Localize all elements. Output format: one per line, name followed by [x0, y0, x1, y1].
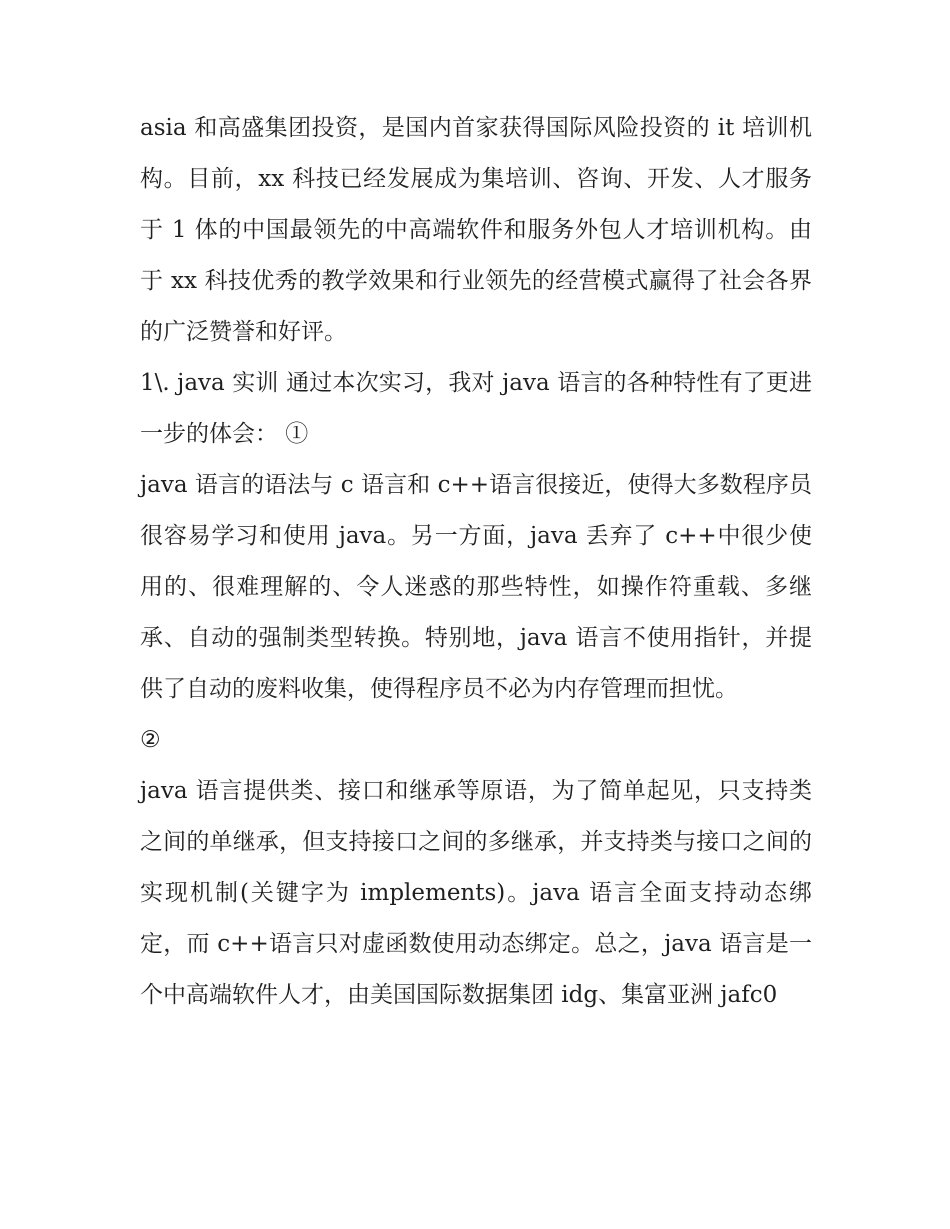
- paragraph-java-syntax: java 语言的语法与 c 语言和 c++语言很接近，使得大多数程序员很容易学习和使用 java。另一方面，java 丢弃了 c++中很少使用的、很难理解的、令人迷惑的那些特性，如操作符重载、多继承、自动的强制类型转换。特别地，java 语言不使用指针，并提供了自动的废料收集，使得程序员不必为内存管理而担忧。: [140, 472, 812, 702]
- paragraph-marker-2: ②: [140, 727, 161, 753]
- paragraph-company-intro: asia 和高盛集团投资，是国内首家获得国际风险投资的 it 培训机构。目前，xx 科技已经发展成为集培训、咨询、开发、人才服务于 1 体的中国最领先的中高端软件和服务外包人才培训机构。由于 xx 科技优秀的教学效果和行业领先的经营模式赢得了社会各界的广泛赞誉和好评。: [140, 115, 812, 345]
- paragraph-java-oop: java 语言提供类、接口和继承等原语，为了简单起见，只支持类之间的单继承，但支持接口之间的多继承，并支持类与接口之间的实现机制(关键字为 implements)。java 语言全面支持动态绑定，而 c++语言只对虚函数使用动态绑定。总之，java 语言是一个中高端软件人才，由美国国际数据集团 idg、集富亚洲 jafc0: [140, 778, 812, 1008]
- paragraph-java-training: 1\. java 实训 通过本次实习，我对 java 语言的各种特性有了更进一步的体会： ①: [140, 370, 812, 447]
- document-body: [140, 103, 812, 1021]
